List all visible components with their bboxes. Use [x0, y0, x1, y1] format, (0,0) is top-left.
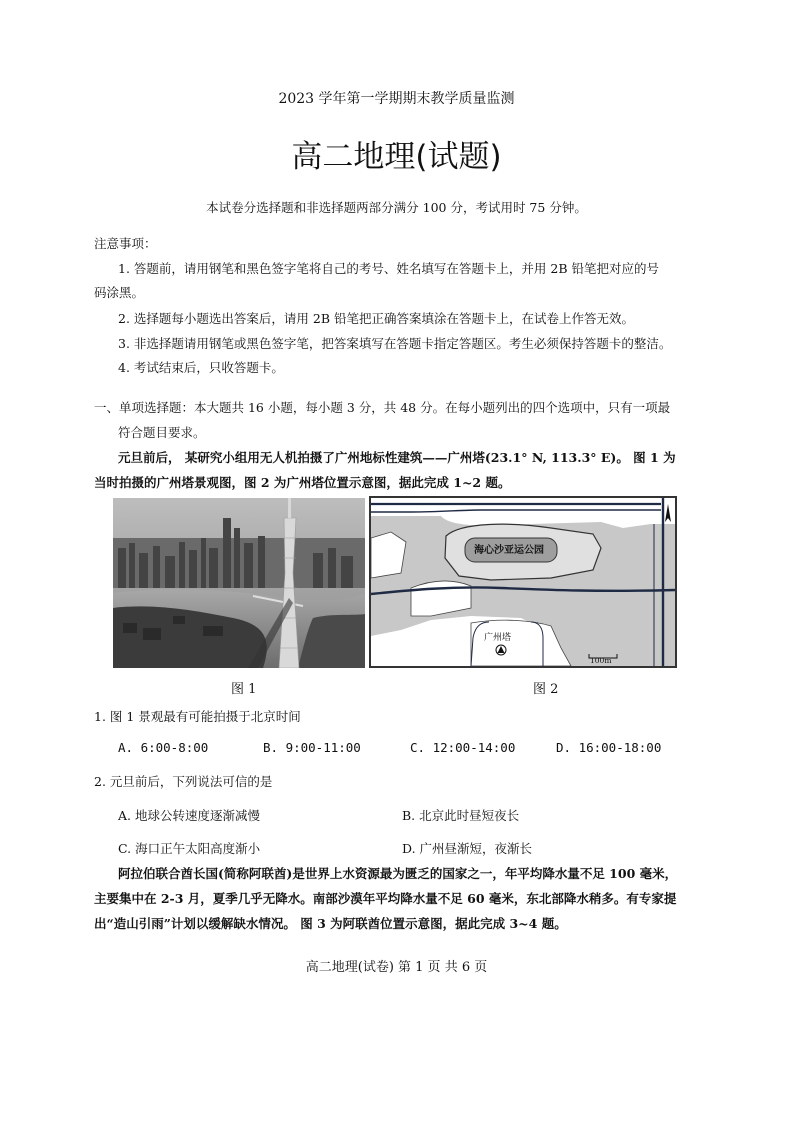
- q1-option-d: D. 16:00-18:00: [556, 740, 662, 755]
- map-scale-label: 100m: [590, 656, 612, 665]
- q2-option-a: A. 地球公转速度逐渐减慢: [118, 808, 260, 823]
- figure2-map: [369, 496, 677, 668]
- note-2: 2. 选择题每小题选出答案后，请用 2B 铅笔把正确答案填涂在答题卡上，在试卷上作答无效。: [118, 311, 634, 326]
- exam-intro: 本试卷分选择题和非选择题两部分满分 100 分，考试用时 75 分钟。: [206, 200, 587, 215]
- q1-stem: 1. 图 1 景观最有可能拍摄于北京时间: [94, 709, 301, 724]
- section-heading: 一、单项选择题：本大题共 16 小题，每小题 3 分，共 48 分。在每小题列出的四个选项中，只有一项最: [94, 400, 671, 415]
- q1-option-a: A. 6:00-8:00: [118, 740, 209, 755]
- figure1-photo: [113, 498, 365, 668]
- exam-title: 2023 学年第一学期期末教学质量监测: [278, 91, 515, 107]
- figure2-caption: 图 2: [533, 682, 559, 697]
- figure1-caption: 图 1: [231, 682, 257, 697]
- section-heading-cont: 符合题目要求。: [118, 425, 206, 440]
- q2-option-c: C. 海口正午太阳高度渐小: [118, 841, 261, 856]
- notes-heading: 注意事项：: [94, 236, 157, 251]
- q2-stem: 2. 元旦前后，下列说法可信的是: [94, 774, 273, 789]
- q2-option-b: B. 北京此时昼短夜长: [402, 808, 520, 823]
- q2-option-d: D. 广州昼渐短，夜渐长: [402, 841, 533, 856]
- page-footer: 高二地理(试卷) 第 1 页 共 6 页: [305, 960, 488, 975]
- note-1-cont: 码涂黑。: [94, 285, 145, 300]
- note-1: 1. 答题前，请用钢笔和黑色签字笔将自己的考号、姓名填写在答题卡上，并用 2B 铅笔把对应的号: [118, 261, 659, 276]
- subject-title: 高二地理(试题): [291, 139, 502, 175]
- passage2-line2: 主要集中在 2-3 月，夏季几乎无降水。南部沙漠年平均降水量不足 60 毫米，东北部降水稍多。有专家提: [94, 891, 677, 906]
- passage1-line1: 元旦前后， 某研究小组用无人机拍摄了广州地标性建筑——广州塔(23.1° N, 113.3° E)。 图 1 为: [118, 450, 676, 465]
- passage2-line1: 阿拉伯联合酋长国(简称阿联酋)是世界上水资源最为匮乏的国家之一，年平均降水量不足 100 毫米，: [118, 866, 678, 881]
- passage1-line2: 当时拍摄的广州塔景观图，图 2 为广州塔位置示意图，据此完成 1~2 题。: [94, 475, 511, 490]
- note-4: 4. 考试结束后，只收答题卡。: [118, 360, 284, 375]
- note-3: 3. 非选择题请用钢笔或黑色签字笔，把答案填写在答题卡指定答题区。考生必须保持答题卡的整洁。: [118, 336, 672, 351]
- q1-option-c: C. 12:00-14:00: [410, 740, 516, 755]
- map-tower-label: 广州塔: [484, 633, 512, 643]
- q1-option-b: B. 9:00-11:00: [263, 740, 361, 755]
- passage2-line3: 出“造山引雨”计划以缓解缺水情况。 图 3 为阿联酋位置示意图，据此完成 3~4 题。: [94, 916, 567, 931]
- map-park-label: 海心沙亚运公园: [474, 545, 544, 556]
